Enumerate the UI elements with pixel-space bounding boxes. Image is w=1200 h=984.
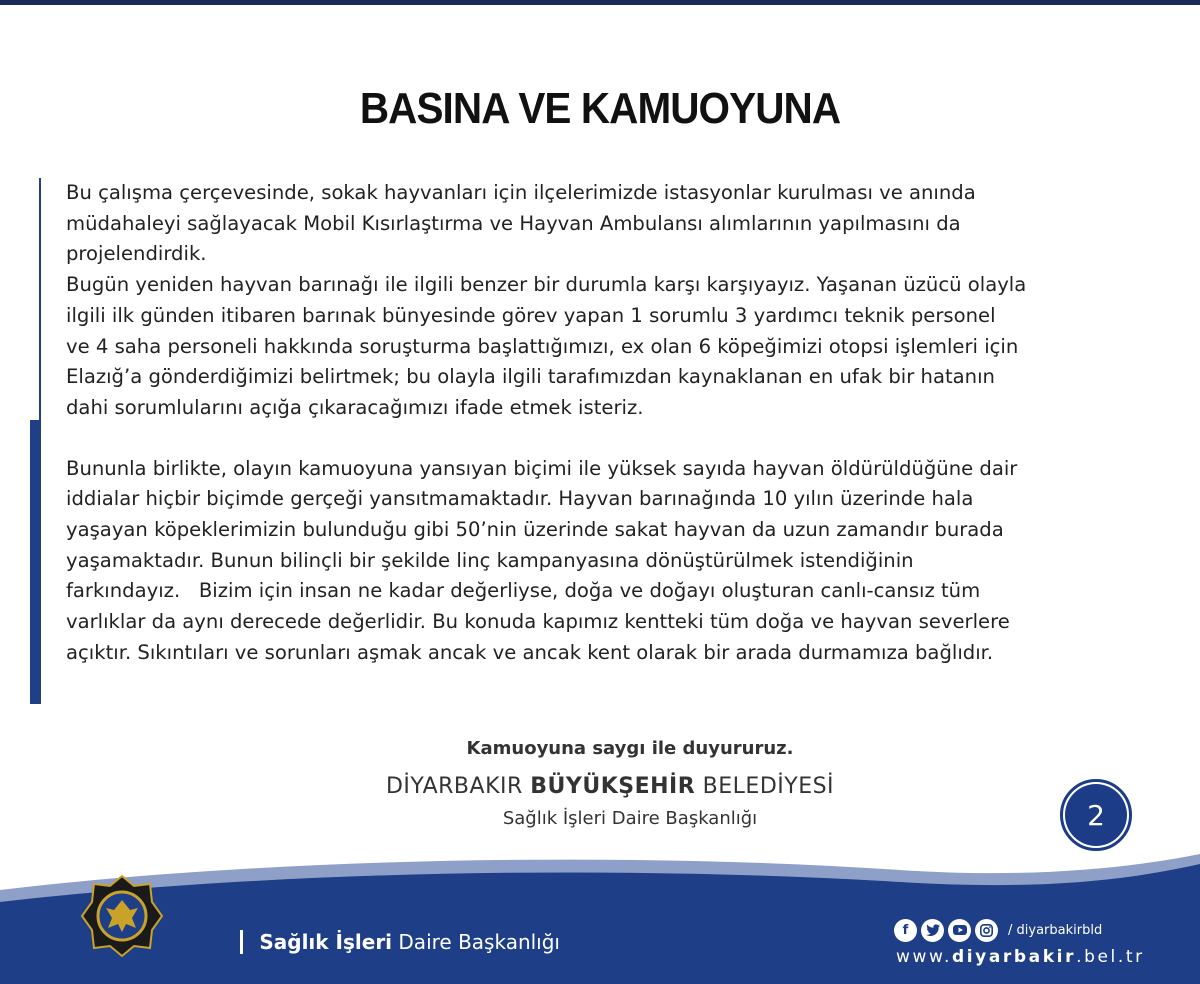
text-line: yaşamaktadır. Bunun bilinçli bir şekilde linç kampanyasına dönüştürülmek istendiğinin [66, 548, 914, 572]
page-number-badge [1060, 779, 1132, 851]
footer-dept-rest: Daire Başkanlığı [398, 930, 560, 954]
municipality-logo [80, 874, 164, 958]
org-name-part: DİYARBAKIR [385, 774, 523, 799]
text-line: varlıklar da aynı derecede değerlidir. Bu konuda kapımız kentteki tüm doğa ve hayvan severlere [66, 610, 1010, 634]
youtube-icon[interactable] [948, 919, 971, 942]
website-domain: diyarbakir [951, 947, 1077, 967]
text-line: yaşayan köpeklerimizin bulunduğu gibi 50’nin üzerinde sakat hayvan da uzun zamandır burada [66, 518, 1004, 542]
paragraph-1 [66, 178, 1176, 424]
twitter-icon[interactable] [921, 919, 944, 942]
facebook-icon[interactable]: f [894, 919, 917, 942]
text-line: Bu çalışma çerçevesinde, sokak hayvanları için ilçelerimizde istasyonlar kurulması ve anında [66, 181, 976, 204]
press-statement-body [66, 178, 1176, 669]
accent-bar [30, 420, 41, 704]
text-line: açıktır. Sıkıntıları ve sorunları aşmak ancak ve ancak kent olarak bir arada durmamıza bağlıdır. [66, 640, 994, 664]
page-title: BASINA VE KAMUOYUNA [359, 84, 841, 133]
top-strip [0, 0, 1200, 5]
divider-bar [240, 930, 243, 954]
social-links [894, 917, 1102, 943]
accent-line [39, 178, 41, 428]
paragraph-2 [66, 454, 1176, 669]
org-name-part: BELEDİYESİ [702, 774, 835, 799]
website-prefix: www. [896, 947, 952, 967]
text-line: dahi sorumlularını açığa çıkaracağımızı ifade etmek isteriz. [66, 395, 644, 419]
text-line: farkındayız. Bizim için insan ne kadar değerliyse, doğa ve doğayı oluşturan canlı-cansız tüm [66, 579, 981, 603]
department-name: Sağlık İşleri Daire Başkanlığı [502, 808, 758, 829]
text-line: Elazığ’a gönderdiğimizi belirtmek; bu olayla ilgili tarafımızdan kaynaklanan en ufak bir hatanın [66, 365, 995, 389]
footer-department [240, 930, 560, 954]
text-line: müdahaleyi sağlayacak Mobil Kısırlaştırma ve Hayvan Ambulansı alımlarının yapılmasını da [66, 211, 961, 235]
website-suffix: .bel.tr [1076, 947, 1145, 967]
text-line: Bugün yeniden hayvan barınağı ile ilgili benzer bir durumla karşı karşıyayız. Yaşanan üzücü olayla [66, 273, 1027, 297]
org-name-bold: BÜYÜKŞEHİR [530, 774, 696, 799]
footer-dept-bold: Sağlık İşleri [259, 930, 393, 954]
website-link[interactable] [896, 947, 1145, 967]
page-number: 2 [1065, 784, 1127, 846]
text-line: ve 4 saha personeli hakkında soruşturma başlattığımızı, ex olan 6 köpeğimizi otopsi işlemleri için [66, 334, 1019, 358]
text-line: ilgili ilk günden itibaren barınak bünyesinde görev yapan 1 sorumlu 3 yardımcı teknik personel [66, 303, 996, 327]
closing-line: Kamuoyuna saygı ile duyururuz. [466, 738, 794, 759]
social-handle: / diyarbakirbld [1008, 922, 1103, 938]
text-line: projelendirdik. [66, 242, 207, 266]
text-line: iddialar hiçbir biçimde gerçeği yansıtmamaktadır. Hayvan barınağında 10 yılın üzerinde hala [66, 487, 974, 511]
organization-name [300, 774, 920, 799]
instagram-icon[interactable] [975, 919, 998, 942]
text-line: Bununla birlikte, olayın kamuoyuna yansıyan biçimi ile yüksek sayıda hayvan öldürüldüğüne dair [66, 456, 1018, 480]
